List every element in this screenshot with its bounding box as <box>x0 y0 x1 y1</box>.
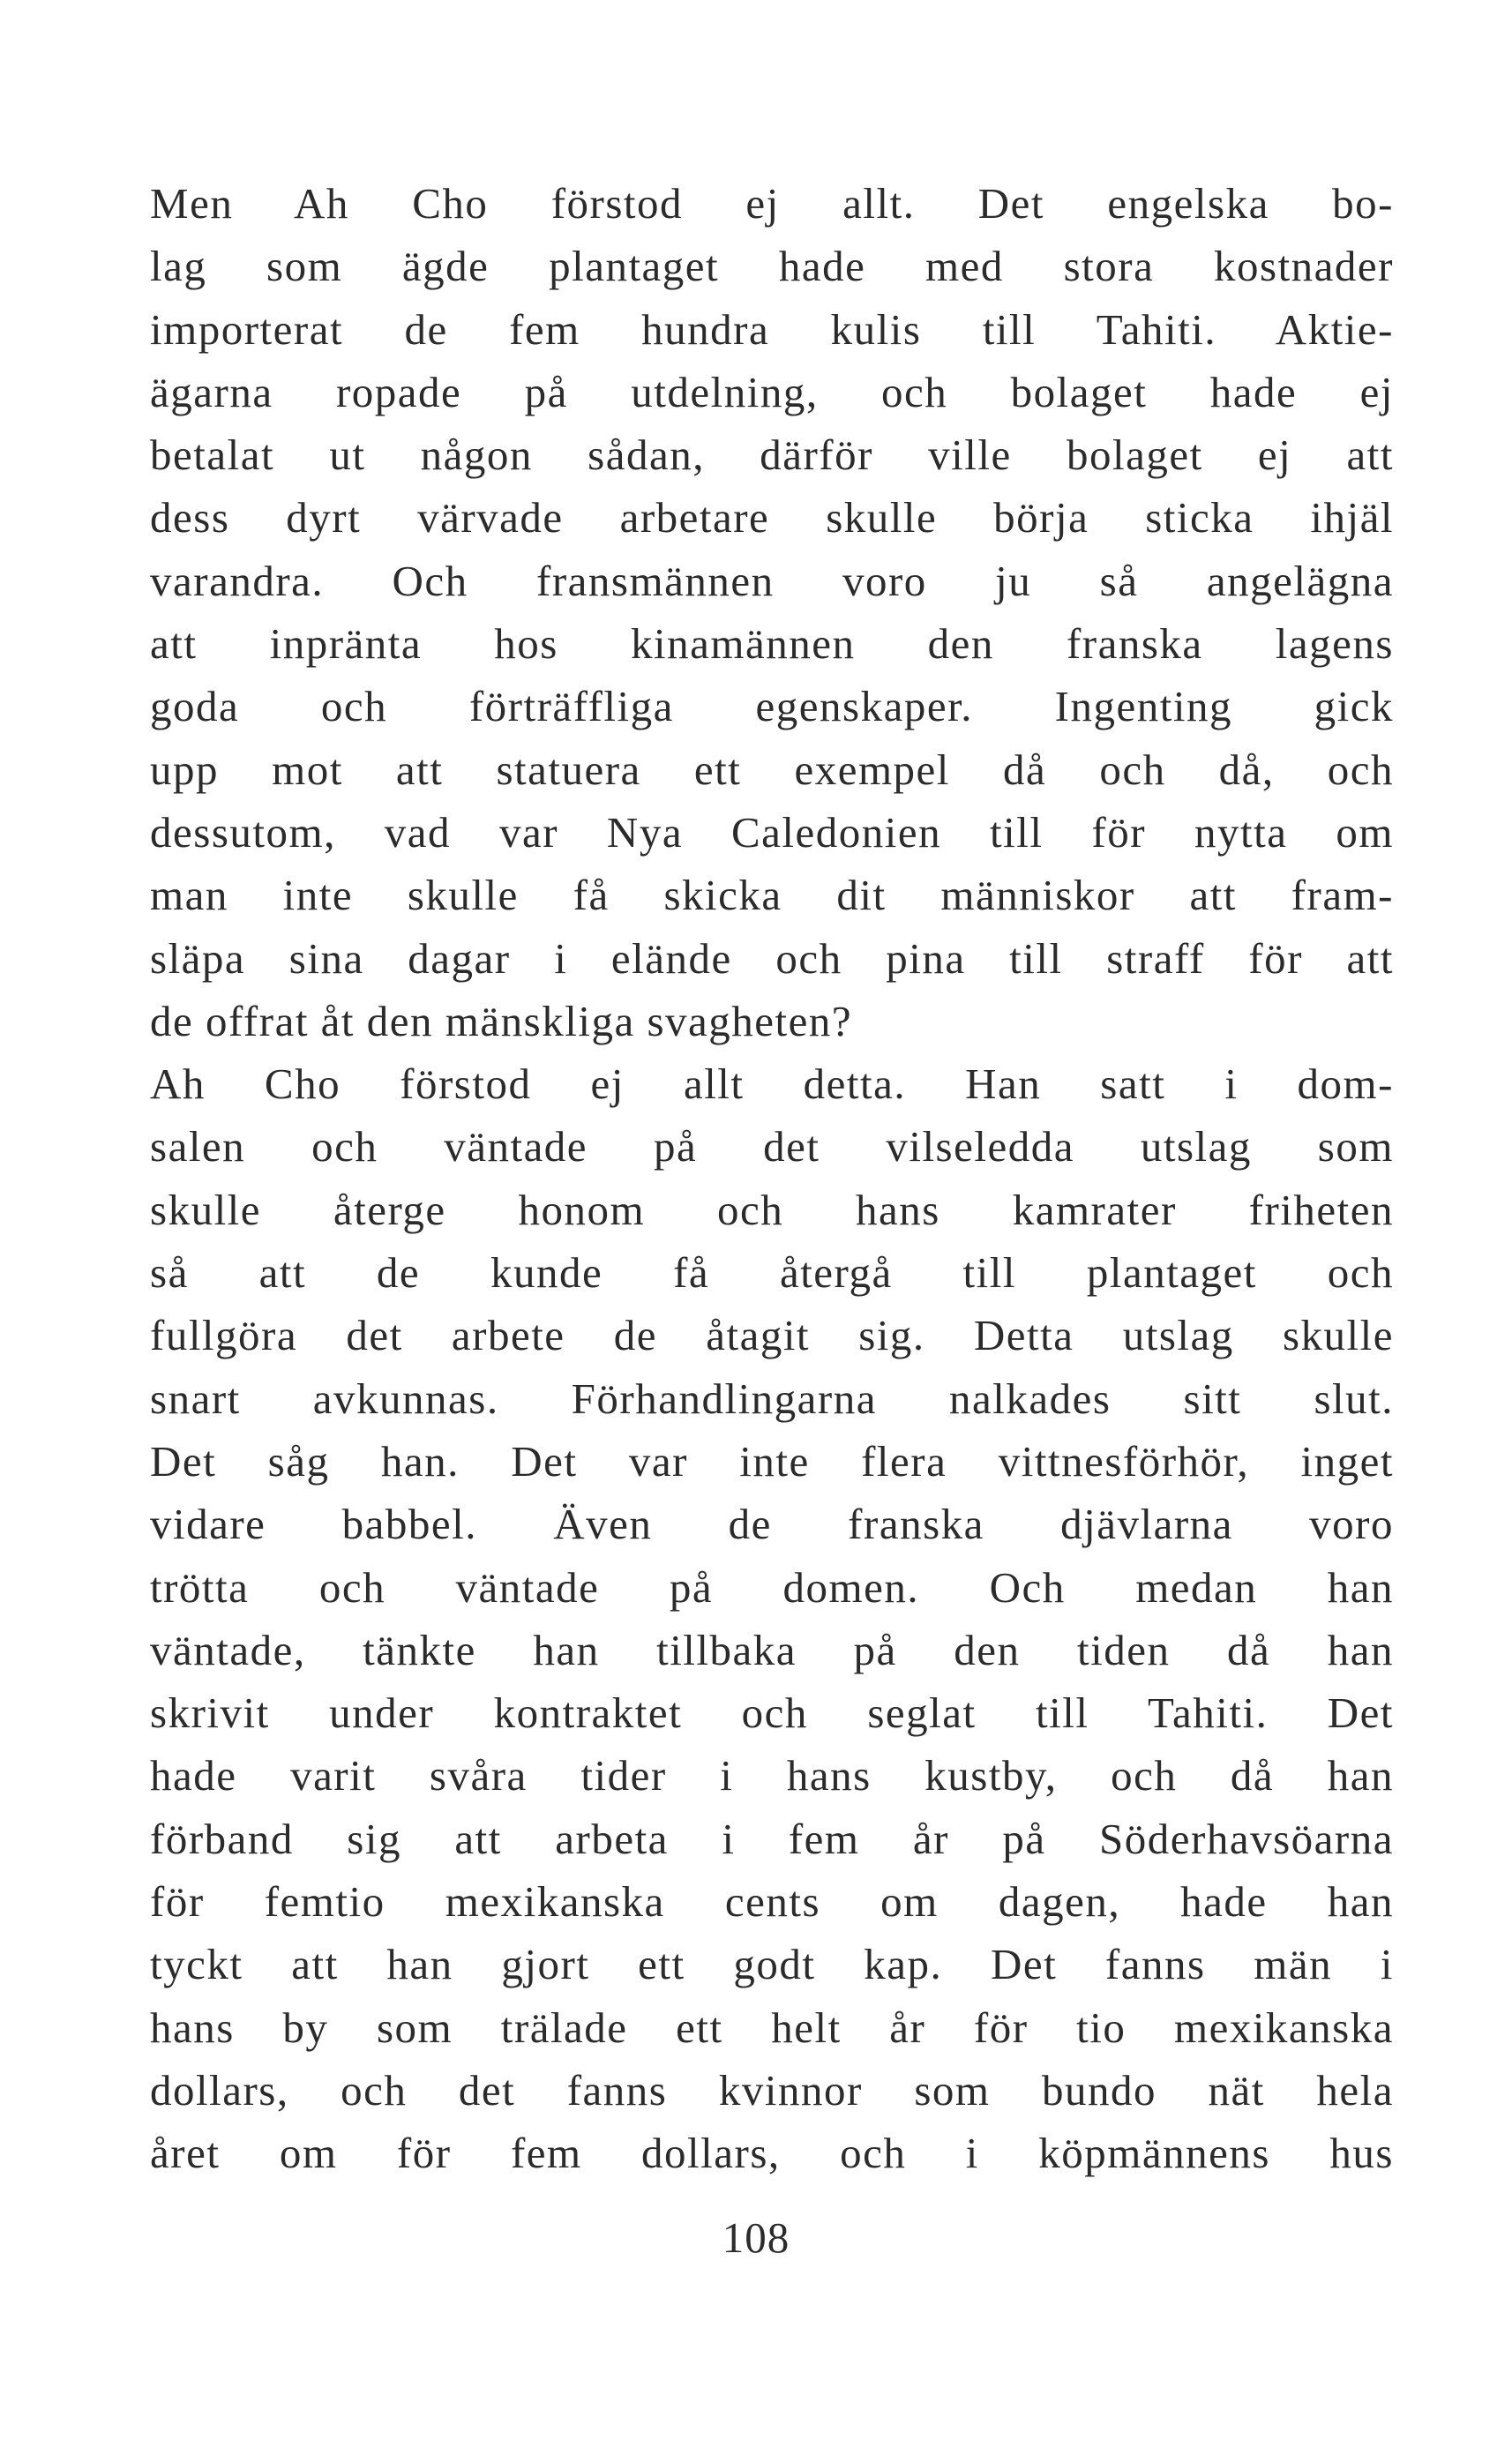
text-line: så att de kunde få återgå till plantaget och <box>150 1248 1394 1298</box>
text-line: skrivit under kontraktet och seglat till Tahiti. Det <box>150 1688 1394 1738</box>
text-line: goda och förträffliga egenskaper. Ingenting gick <box>150 682 1394 731</box>
text-line: Men Ah Cho förstod ej allt. Det engelska bo- <box>150 179 1394 228</box>
body-text <box>150 172 1394 2185</box>
text-line: att inpränta hos kinamännen den franska lagens <box>150 619 1394 669</box>
text-line: dess dyrt värvade arbetare skulle börja sticka ihjäl <box>150 493 1394 543</box>
text-line: man inte skulle få skicka dit människor att fram- <box>150 871 1394 920</box>
text-line: salen och väntade på det vilseledda utslag som <box>150 1122 1394 1172</box>
text-line: vidare babbel. Även de franska djävlarna voro <box>150 1500 1394 1549</box>
text-line: trötta och väntade på domen. Och medan han <box>150 1562 1394 1612</box>
text-line: Ah Cho förstod ej allt detta. Han satt i dom- <box>150 1059 1394 1109</box>
text-line: ägarna ropade på utdelning, och bolaget hade ej <box>150 367 1394 416</box>
text-line: dollars, och det fanns kvinnor som bundo nät hela <box>150 2065 1394 2115</box>
text-line: skulle återge honom och hans kamrater friheten <box>150 1185 1394 1234</box>
page-number: 108 <box>722 2213 790 2262</box>
text-line: importerat de fem hundra kulis till Tahiti. Aktie- <box>150 304 1394 354</box>
text-line: Det såg han. Det var inte flera vittnesförhör, inget <box>150 1436 1394 1486</box>
text-line: för femtio mexikanska cents om dagen, hade han <box>150 1877 1394 1927</box>
text-line: fullgöra det arbete de åtagit sig. Detta utslag skulle <box>150 1311 1394 1360</box>
text-line: förband sig att arbeta i fem år på Söderhavsöarna <box>150 1814 1394 1863</box>
text-line: hans by som trälade ett helt år för tio mexikanska <box>150 2003 1394 2052</box>
text-line: varandra. Och fransmännen voro ju så angelägna <box>150 556 1394 605</box>
text-line: året om för fem dollars, och i köpmännens hus <box>150 2129 1394 2178</box>
text-line: dessutom, vad var Nya Caledonien till för nytta om <box>150 807 1394 857</box>
text-line: lag som ägde plantaget hade med stora kostnader <box>150 242 1394 291</box>
text-line: snart avkunnas. Förhandlingarna nalkades sitt slut. <box>150 1374 1394 1423</box>
text-line-paragraph-end: de offrat åt den mänskliga svagheten? <box>150 996 853 1045</box>
text-line: upp mot att statuera ett exempel då och då, och <box>150 745 1394 794</box>
text-line: betalat ut någon sådan, därför ville bolaget ej att <box>150 430 1394 480</box>
text-line: tyckt att han gjort ett godt kap. Det fanns män i <box>150 1940 1394 1989</box>
text-line: släpa sina dagar i elände och pina till straff för att <box>150 933 1394 983</box>
text-line: hade varit svåra tider i hans kustby, och då han <box>150 1751 1394 1800</box>
text-line: väntade, tänkte han tillbaka på den tiden då han <box>150 1625 1394 1674</box>
